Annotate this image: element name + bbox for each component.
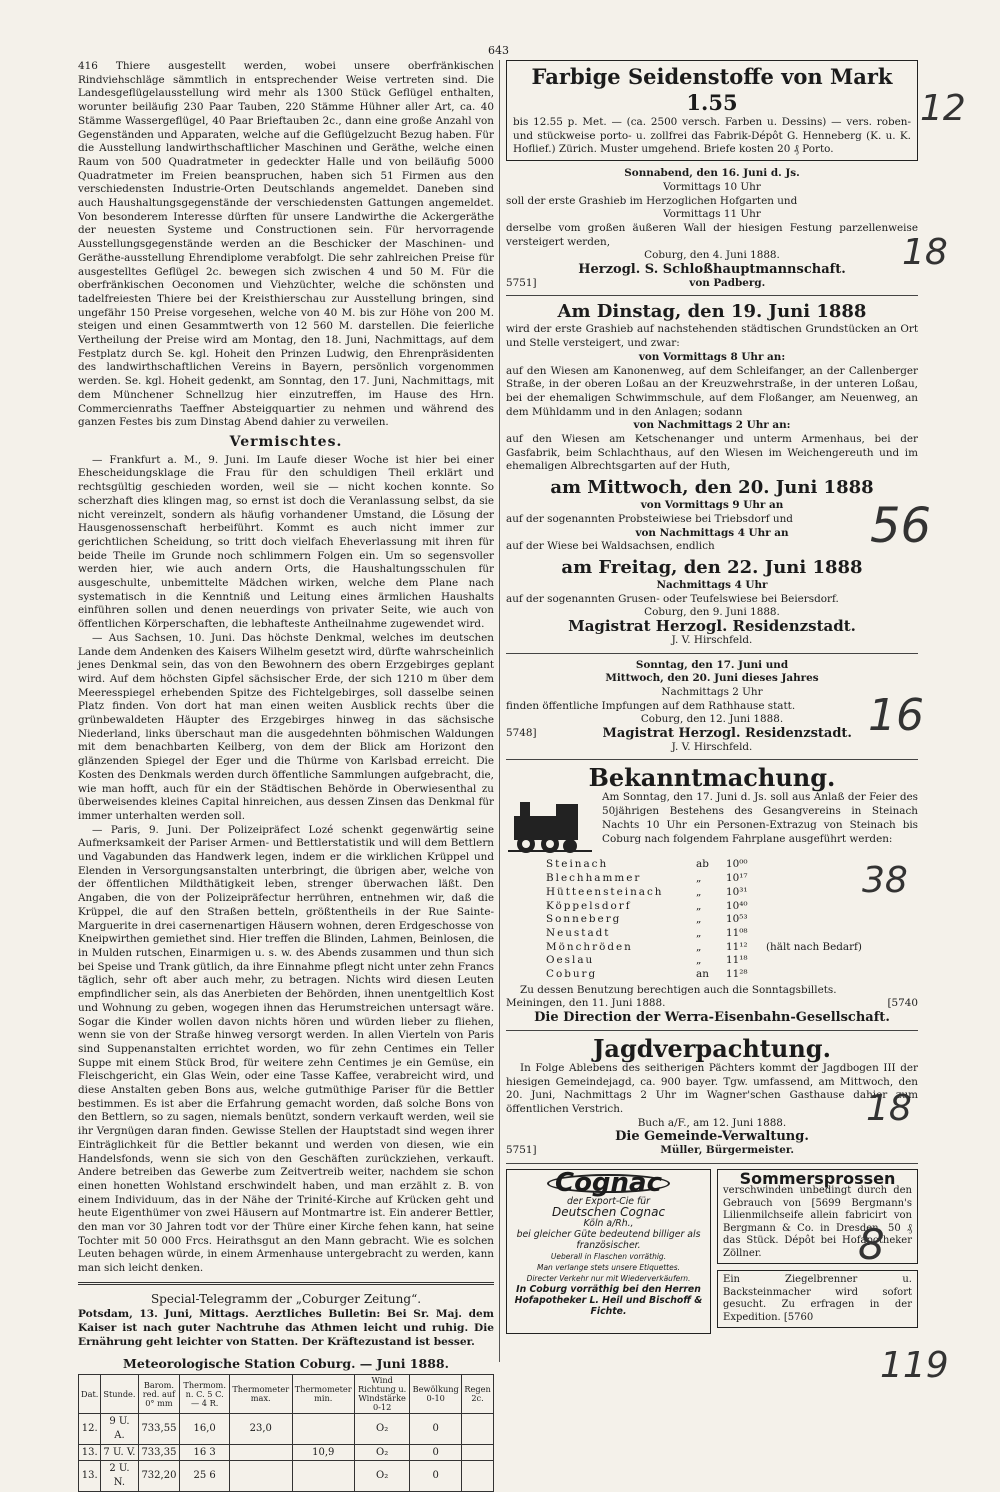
notice-body: Zu dessen Benutzung berechtigen auch die Sonntagsbillets. — [520, 983, 837, 996]
ad-sommersprossen — [717, 1169, 918, 1265]
notice-body: auf den Wiesen am Kanonenweg, auf dem Schleifanger, an der Callenberger Straße, in der oberen Loßau an der Kreuzwehrstraße, in der unteren Loßau, bei der ehemaligen Schwimmschule, auf dem Floßanger, am Neuenweg, an dem Mühldamm und in den Anlagen; sodann — [506, 364, 918, 418]
table-cell: 9 U. A. — [101, 1414, 138, 1444]
timetable-mode: „ — [696, 913, 702, 926]
table-cell: 13. — [79, 1461, 101, 1491]
timetable-station: Coburg — [546, 968, 598, 981]
weather-table-header-cell: Stunde. — [101, 1375, 138, 1414]
ad-ziegelbrenner — [717, 1270, 918, 1328]
notice-place: Coburg, den 4. Juni 1888. — [644, 249, 780, 262]
table-cell: 7 U. V. — [101, 1444, 138, 1461]
table-cell: O₂ — [354, 1414, 409, 1444]
timetable-station: Neustadt — [546, 926, 611, 939]
timetable-time: 11¹² — [726, 940, 748, 953]
notice-body: auf den Wiesen am Ketschenanger und unterm Armenhaus, bei der Gasfabrik, beim Schlachthaus, auf den Wiesen im Weichengereuth und im ehemaligen Albrechtsgarten auf der Huth, — [506, 433, 918, 473]
notice-signature: Die Direction der Werra-Eisenbahn-Gesellschaft. — [534, 1010, 890, 1026]
notice-time: Vormittags 10 Uhr — [663, 180, 761, 193]
weather-table-body — [79, 1414, 494, 1492]
ad-silk — [506, 60, 918, 161]
cognac-logo: Cognac — [547, 1174, 670, 1193]
table-cell: 13. — [79, 1444, 101, 1461]
notice-place: Coburg, den 12. Juni 1888. — [640, 713, 784, 726]
notice-signer: von Padberg. — [689, 276, 766, 289]
table-cell: 0 — [410, 1444, 462, 1461]
notice-jagdverpachtung — [506, 1033, 918, 1158]
notice-date: Mittwoch, den 20. Juni dieses Jahres — [605, 672, 819, 685]
notice-signature: Herzogl. S. Schloßhauptmannschaft. — [578, 262, 846, 278]
ad-silk-title: Farbige Seidenstoffe von Mark 1.55 — [531, 64, 893, 115]
notice-number: [5740 — [887, 997, 918, 1010]
weather-table-header-cell: Thermometer min. — [292, 1375, 354, 1414]
notice-body: derselbe vom großen äußeren Wall der hiesigen Festung parzellenweise versteigert werden, — [506, 221, 918, 248]
section-title-vermischtes: Vermischtes. — [229, 433, 343, 450]
divider — [506, 1030, 918, 1031]
timetable-time: 10⁰⁰ — [726, 858, 748, 871]
ad-line: der Export-Cie für — [567, 1195, 650, 1207]
notice-signer: Müller, Bürgermeister. — [660, 1144, 795, 1157]
weather-table-header — [79, 1375, 494, 1414]
notice-impfung — [506, 659, 918, 755]
table-cell — [229, 1444, 292, 1461]
notice-body: auf der Wiese bei Waldsachsen, endlich — [506, 540, 715, 553]
handwritten-note: 56 — [870, 498, 932, 554]
weather-table-header-cell: Wind Richtung u. Windstärke 0-12 — [354, 1375, 409, 1414]
timetable-mode: „ — [696, 954, 702, 967]
handwritten-note: 16 — [868, 690, 924, 741]
table-cell — [462, 1414, 494, 1444]
table-row — [79, 1414, 494, 1444]
timetable-mode: „ — [696, 872, 702, 885]
weather-table-header-cell: Regen 2c. — [462, 1375, 494, 1414]
notice-number: 5748] — [506, 727, 537, 740]
divider — [506, 759, 918, 760]
notice-body: auf der sogenannten Probsteiwiese bei Triebsdorf und — [506, 512, 793, 525]
timetable-time: 11²⁸ — [726, 968, 748, 981]
timetable-time: 11¹⁸ — [726, 954, 748, 967]
timetable-note — [766, 927, 876, 941]
notice-signature: Magistrat Herzogl. Residenzstadt. — [568, 617, 856, 636]
handwritten-note: 38 — [862, 860, 908, 901]
divider — [506, 1163, 918, 1164]
timetable-note — [766, 968, 876, 982]
article-exhibition: 416 Thiere ausgestellt werden, wobei unsere oberfränkischen Rindviehschläge sämmtlich in entsprechender Weise vertreten sind. Die Landesgeflügelausstellung wird mehr als 1300 Stück Geflügel enthalten, worunter beiläufig 230 Paar Tauben, 220 Stämme Hühner aller Art, ca. 40 Stämme Wassergeflügel, 40 Paar Brieftauben 2c., dann eine große Anzahl von Gegenständen und Apparaten, welche auf die Geflügelzucht Bezug haben. Für die Ausstellung landwirthschaftlicher Maschinen und Geräthe, welche einen Raum von 500 Quadratmeter in gedeckter Halle und von beiläufig 5000 Quadratmeter im Freien beanspruchen, haben sich 51 Firmen aus den verschiedensten Industrie-Orten Deutschlands angemeldet. Daneben sind auch Haushaltungsgegenstände der verschiedensten Gattungen angemeldet. Von besonderem Interesse dürften für unsere Landwirthe die Ackergeräthe der neuesten Systeme und Constructionen sein. Für hervorragende Ausstellungsgegenstände werden an die Beschicker der Maschinen- und Geräthe-ausstellung Ehrendiplome verabfolgt. Die sehr zahlreichen Preise für ausgestelltes Geflügel 2c. bewegen sich zwischen 4 und 50 M. Für die oberfränkischen Oeconomen und Viehzüchter, welche die schönsten und tadelfreiesten Thiere bei der Kreisthierschau zur Ausstellung bringen, sind ungefähr 150 Preise vorgesehen, welche von 40 M. bis zur Höhe von 200 M. steigen und einen Gesammtwerth von 12 560 M. darstellen. Die feierliche Vertheilung der Preise wird am Montag, den 18. Juni, Nachmittags, auf dem Festplatz durch Se. kgl. Hoheit den Prinzen Ludwig, den Ehrenpräsidenten des landwirthschaftlichen Vereins in Bayern, persönlich vorgenommen werden. Se. kgl. Hoheit gedenkt, am Sonntag, den 17. Juni, Nachmittags, mit dem Münchener Schnellzug hier einzutreffen, im Hause des Hrn. Commercienraths Taeffner Absteigquartier zu nehmen und während des ganzen Festes bis zum Dinstag Abend dahier zu verweilen. — [78, 60, 494, 429]
timetable-time: 10¹⁷ — [726, 872, 748, 885]
notice-heading: am Freitag, den 22. Juni 1888 — [561, 556, 863, 578]
timetable-note — [766, 913, 876, 927]
table-cell — [292, 1461, 354, 1491]
notice-number: 5751] — [506, 276, 537, 289]
ad-body: Ein Ziegelbrenner u. Backsteinmacher wird sofort gesucht. Zu erfragen in der Expedition. [5760 — [723, 1274, 912, 1323]
column-divider — [499, 60, 500, 1362]
table-cell: 0 — [410, 1461, 462, 1491]
notice-place: Coburg, den 9. Juni 1888. — [644, 606, 780, 619]
telegram-body: Potsdam, 13. Juni, Mittags. Aerztliches Bulletin: Bei Sr. Maj. dem Kaiser ist nach guter Nachtruhe das Athmen leicht und ruhig. Die Ernährung geht leichter von Statten. Der Kräftezustand ist besser. — [78, 1307, 494, 1348]
ad-line: In Coburg vorräthig bei den Herren Hofapotheker L. Heil und Bischoff & Fichte. — [514, 1283, 703, 1317]
table-cell: 732,20 — [138, 1461, 180, 1491]
timetable-note — [766, 954, 876, 968]
handwritten-note: 12 — [920, 88, 966, 129]
notice-heading: am Mittwoch, den 20. Juni 1888 — [550, 477, 874, 499]
notice-body: wird der erste Grashieb auf nachstehenden städtischen Grundstücken an Ort und Stelle versteigert, und zwar: — [506, 323, 918, 350]
weather-table-header-cell: Thermom. n. C. 5 C. — 4 R. — [180, 1375, 230, 1414]
handwritten-note: 18 — [902, 232, 948, 273]
timetable-note — [766, 900, 876, 914]
timetable-row — [546, 872, 876, 886]
timetable-mode: „ — [696, 940, 702, 953]
weather-table-title: Meteorologische Station Coburg. — Juni 1888. — [123, 1355, 449, 1371]
notice-time: von Vormittags 8 Uhr an: — [638, 350, 786, 363]
divider — [506, 653, 918, 654]
timetable-station: Mönchröden — [546, 940, 633, 953]
timetable-row — [546, 968, 876, 982]
notice-time: von Nachmittags 2 Uhr an: — [633, 419, 791, 432]
notice-signature: Magistrat Herzogl. Residenzstadt. — [602, 726, 852, 742]
table-cell — [292, 1414, 354, 1444]
timetable-note — [766, 886, 876, 900]
notice-heading: Bekanntmachung. — [588, 763, 836, 793]
notice-number: 5751] — [506, 1144, 537, 1157]
notice-body: finden öffentliche Impfungen auf dem Rathhause statt. — [506, 699, 796, 712]
weather-table — [78, 1374, 494, 1492]
table-cell: 12. — [79, 1414, 101, 1444]
article-sachsen: — Aus Sachsen, 10. Juni. Das höchste Denkmal, welches im deutschen Lande dem Andenken des Kaisers Wilhelm gesetzt wird, dürfte wahrscheinlich jenes Denkmal sein, das von den Bewohnern des obern Erzgebirges geplant wird. Auf dem höchsten Gipfel sächsischer Erde, der sich 1210 m über dem Meeresspiegel erhebenden Spitze des Fichtelgebirges, soll dasselbe seinen Platz finden. Von dort hat man einen weiten Ausblick rechts über die grünbewaldeten Häupter des Erzgebirges hinweg in das sächsische Niederland, links überschaut man die ausgedehnten böhmischen Waldungen mit dem benachbarten Keilberg, von dem der Blick am Horizont den glänzenden Spiegel der Eger und die Thürme von Karlsbad erreicht. Die Kosten des Denkmals werden durch öffentliche Sammlungen aufgebracht, die, wie man hofft, auch für ein der Städtischen Behörde in Oberwiesenthal zu überweisendes kleines Capital hinreichen, aus dessen Zinsen das Denkmal für immer unterhalten werden soll. — [78, 631, 494, 822]
notice-body: soll der erste Grashieb im Herzoglichen Hofgarten und — [506, 194, 798, 207]
notice-body: auf der sogenannten Grusen- oder Teufelswiese bei Beiersdorf. — [506, 592, 839, 605]
left-column — [78, 60, 494, 1492]
notice-time: Nachmittags 4 Uhr — [656, 578, 768, 591]
ad-silk-body: bis 12.55 p. Met. — (ca. 2500 versch. Farben u. Dessins) — vers. roben- und stückweise porto- u. zollfrei das Fabrik-Dépôt G. Henneberg (K. u. K. Hoflief.) Zürich. Muster umgehend. Briefe kosten 20 ₰ Porto. — [513, 116, 911, 156]
right-column — [506, 60, 918, 1334]
page-number: 643 — [488, 44, 509, 57]
timetable-row — [546, 886, 876, 900]
notice-date: Sonnabend, den 16. Juni d. Js. — [624, 167, 800, 180]
handwritten-note: 119 — [880, 1345, 949, 1386]
weather-table-header-cell: Bewölkung 0-10 — [410, 1375, 462, 1414]
article-paris: — Paris, 9. Juni. Der Polizeipräfect Lozé schenkt gegenwärtig seine Aufmerksamkeit der Pariser Armen- und Bettlerstatistik und will dem Bettlern und Vagabunden das Handwerk legen, indem er die wirklichen Krüppel und Elenden in Versorgungsanstalten unterbringt, die übrigen aber, welche von der öffentlichen Mildthätigkeit leben, strenger überwachen läßt. Den Angaben, die von der Polizeipräfectur herrühren, entnehmen wir, daß die Krüppel, die auf den Straßen betteln, größtentheils in der Rue Sainte-Marguerite in drei casernenartigen Häusern wohnen, deren Erdgeschosse von Kneipwirthen gemiethet sind. Hier treffen die Blinden, Lahmen, Beinlosen, die in Mulden rutschen, Einarmigen u. s. w. des Abends zusammen und thun sich bei Speise und Trank gütlich, da ihre Einnahme pflegt nicht unter zehn Francs täglich, sehr oft aber auch mehr, zu betragen. Nichts wird diesen Leuten empfindlicher sein, als das Anerbieten der Behörden, ihnen unentgeltlich Kost und Wohnung zu geben, wogegen ihnen das Herumstreichen untersagt wäre. Sogar die Kinder wollen davon nichts hören und würden lieber zu fliehen, wenn sie von der Straße hinweg versorgt werden. In allen Vierteln von Paris sind Suppenanstalten errichtet worden, wo für zehn Centimes ein Teller Suppe mit einem Stück Brod, für weitere zehn Centimes je ein Gemüse, ein Fleischgericht, ein Glas Wein, oder eine Tasse Kaffee, verabreicht wird, und diese Anstalten geben Bons aus, welche gutmüthige Pariser für die Bettler bestimmen. Es ist aber die Erfahrung gemacht worden, daß solche Bons von den Bettlern, so zu sagen, niemals benützt, sondern verkauft werden, weil sie ihr Vergnügen daran finden. Gewisse Stellen der Hauptstadt sind wegen ihrer Einträglichkeit für die Bettler bekannt und werden von diesen, wie ein Handelsfonds, wenn sie sich von den Geschäften zurückziehen, verkauft. Andere betreiben das Gewerbe zum Zeitvertreib weiter, nachdem sie schon einen honetten Wohlstand erschwindelt haben, und man erzählt z. B. von einem Individuum, das in der Nähe der Trinité-Kirche auf Krücken geht und heute Eigenthümer von zwei Häusern auf Montmartre ist. Ein anderer Bettler, den man vor 30 Jahren todt vor der Thüre einer Kirche fehen kann, hat seine Tochter mit 50 000 Frcs. Heirathsgut an den Mann gebracht. Wie es solchen Leuten behagen würde, in einem Armenhause untergebracht zu werden, kann man sich leicht denken. — [78, 823, 494, 1275]
ad-cognac — [506, 1169, 711, 1335]
timetable-note: (hält nach Bedarf) — [766, 940, 862, 953]
timetable-row — [546, 913, 876, 927]
table-cell: 10,9 — [292, 1444, 354, 1461]
timetable-station: Hütteensteinach — [546, 885, 664, 898]
notice-time: von Vormittags 9 Uhr an — [640, 499, 784, 512]
table-cell — [229, 1461, 292, 1491]
ad-body: verschwinden unbedingt durch den Gebrauch von [5699 Bergmann's Lilienmilchseife allein fabricirt von Bergmann & Co. in Dresden. 50 ₰ das Stück. Dépôt bei Hofapotheker Zöllner. — [723, 1185, 912, 1259]
handwritten-note: 18 — [866, 1088, 912, 1129]
locomotive-icon — [506, 794, 594, 856]
timetable-station: Steinach — [546, 858, 609, 871]
notice-date: Sonntag, den 17. Juni und — [635, 658, 789, 671]
table-cell: 733,35 — [138, 1444, 180, 1461]
table-cell: O₂ — [354, 1461, 409, 1491]
notice-body: In Folge Ablebens des seitherigen Pächters kommt der Jagdbogen III der hiesigen Gemeindejagd, ca. 900 bayer. Tgw. umfassend, am Mittwoch, den 20. Juni, Nachmittags 2 Uhr im Wagner'schen Gasthause dahier zum öffentlichen Verstrich. — [506, 1061, 918, 1115]
table-cell: O₂ — [354, 1444, 409, 1461]
timetable-row — [546, 858, 876, 872]
notice-grashieb-stadt — [506, 301, 918, 647]
timetable-mode: „ — [696, 899, 702, 912]
ad-line: Deutschen Cognac — [551, 1204, 666, 1219]
notice-time: Nachmittags 2 Uhr — [661, 685, 763, 698]
ad-column-small — [717, 1169, 918, 1335]
ad-line: Ueberall in Flaschen vorräthig. — [550, 1251, 667, 1261]
timetable-time: 11⁰⁸ — [726, 926, 748, 939]
weather-table-header-cell: Barom. red. auf 0° mm — [138, 1375, 180, 1414]
divider — [506, 295, 918, 296]
timetable-time: 10⁴⁰ — [726, 899, 748, 912]
notice-bekanntmachung — [506, 765, 918, 1024]
notice-signature: Die Gemeinde-Verwaltung. — [615, 1129, 809, 1145]
notice-place: Meiningen, den 11. Juni 1888. — [506, 997, 666, 1010]
table-cell: 25 6 — [180, 1461, 230, 1491]
timetable-station: Köppelsdorf — [546, 899, 632, 912]
table-cell — [462, 1444, 494, 1461]
ad-line: bei gleicher Güte bedeutend billiger als französischer. — [516, 1228, 701, 1251]
notice-body: Am Sonntag, den 17. Juni d. Js. soll aus Anlaß der Feier des 50jährigen Bestehens des Gesangvereins in Steinach Nachts 10 Uhr ein Personen-Extrazug von Steinach bis Coburg nach folgendem Fahrplane ausgeführt werden: — [602, 791, 918, 845]
timetable-note — [766, 858, 876, 872]
timetable-time: 10³¹ — [726, 885, 748, 898]
timetable-mode: „ — [696, 885, 702, 898]
ad-title: Sommersprossen — [739, 1168, 896, 1188]
divider — [78, 1282, 494, 1285]
telegram-title: Special-Telegramm der „Coburger Zeitung“. — [150, 1291, 422, 1306]
timetable-station: Blechhammer — [546, 872, 642, 885]
table-row — [79, 1444, 494, 1461]
timetable-mode: an — [696, 968, 709, 981]
timetable-station: Sonneberg — [546, 913, 622, 926]
notice-signer: J. V. Hirschfeld. — [671, 633, 753, 646]
notice-time: Vormittags 11 Uhr — [663, 208, 761, 221]
notice-grashieb-hofgarten — [506, 167, 918, 290]
bottom-ads — [506, 1169, 918, 1335]
handwritten-note: 8 — [858, 1220, 885, 1269]
table-cell: 0 — [410, 1414, 462, 1444]
timetable-row — [546, 941, 876, 955]
table-cell: 2 U. N. — [101, 1461, 138, 1491]
notice-heading: Jagdverpachtung. — [593, 1033, 831, 1063]
timetable-mode: ab — [696, 858, 709, 871]
timetable-station: Oeslau — [546, 954, 595, 967]
article-frankfurt: — Frankfurt a. M., 9. Juni. Im Laufe dieser Woche ist hier bei einer Ehescheidungsklage die Frau für den schuldigen Theil erklärt und rechtsgültig geschieden worden, weil sie — nicht kochen konnte. So scherzhaft dies klingen mag, so ernst ist doch die Veranlassung selbst, da sie nicht vereinzelt, sondern als häufig vorhandener Umstand, die Lösung der Hausgenossenschaft herbeiführt. Kommt es auch nicht immer zur gerichtlichen Scheidung, so tritt doch vielfach Eheverlassung mit ihren für beide Theile im Grunde noch schlimmern Folgen ein. Um so segensvoller werden hier, wie auch andern Orts, die Haushaltungsschulen für ausgeschulte, unbemittelte Mädchen wirken, welche dem Plane nach systematisch in die Kenntniß und Leitung eines ärmlichen Haushalts einführen sollen und denen neuerdings von privater Seite, wie auch von öffentlichen Körperschaften, die lebhafteste Antheilnahme zugewendet wird. — [78, 453, 494, 631]
table-cell — [462, 1461, 494, 1491]
ad-line: Man verlange stets unsere Etiquettes. — [536, 1262, 681, 1272]
table-cell: 23,0 — [229, 1414, 292, 1444]
table-cell: 16 3 — [180, 1444, 230, 1461]
timetable-mode: „ — [696, 926, 702, 939]
timetable-row — [546, 900, 876, 914]
table-row — [79, 1461, 494, 1491]
ad-line: Directer Verkehr nur mit Wiederverkäufern. — [526, 1273, 691, 1283]
timetable-row — [546, 954, 876, 968]
ad-line: Köln a/Rh., — [583, 1217, 634, 1229]
notice-signer: J. V. Hirschfeld. — [671, 740, 753, 753]
timetable — [546, 858, 876, 981]
notice-heading: Am Dinstag, den 19. Juni 1888 — [557, 301, 867, 323]
weather-table-header-cell: Dat. — [79, 1375, 101, 1414]
notice-place: Buch a/F., am 12. Juni 1888. — [637, 1116, 787, 1129]
timetable-row — [546, 927, 876, 941]
timetable-note — [766, 872, 876, 886]
table-cell: 733,55 — [138, 1414, 180, 1444]
timetable-time: 10⁵³ — [726, 913, 748, 926]
notice-time: von Nachmittags 4 Uhr an — [635, 526, 789, 539]
table-cell: 16,0 — [180, 1414, 230, 1444]
weather-table-header-cell: Thermometer max. — [229, 1375, 292, 1414]
